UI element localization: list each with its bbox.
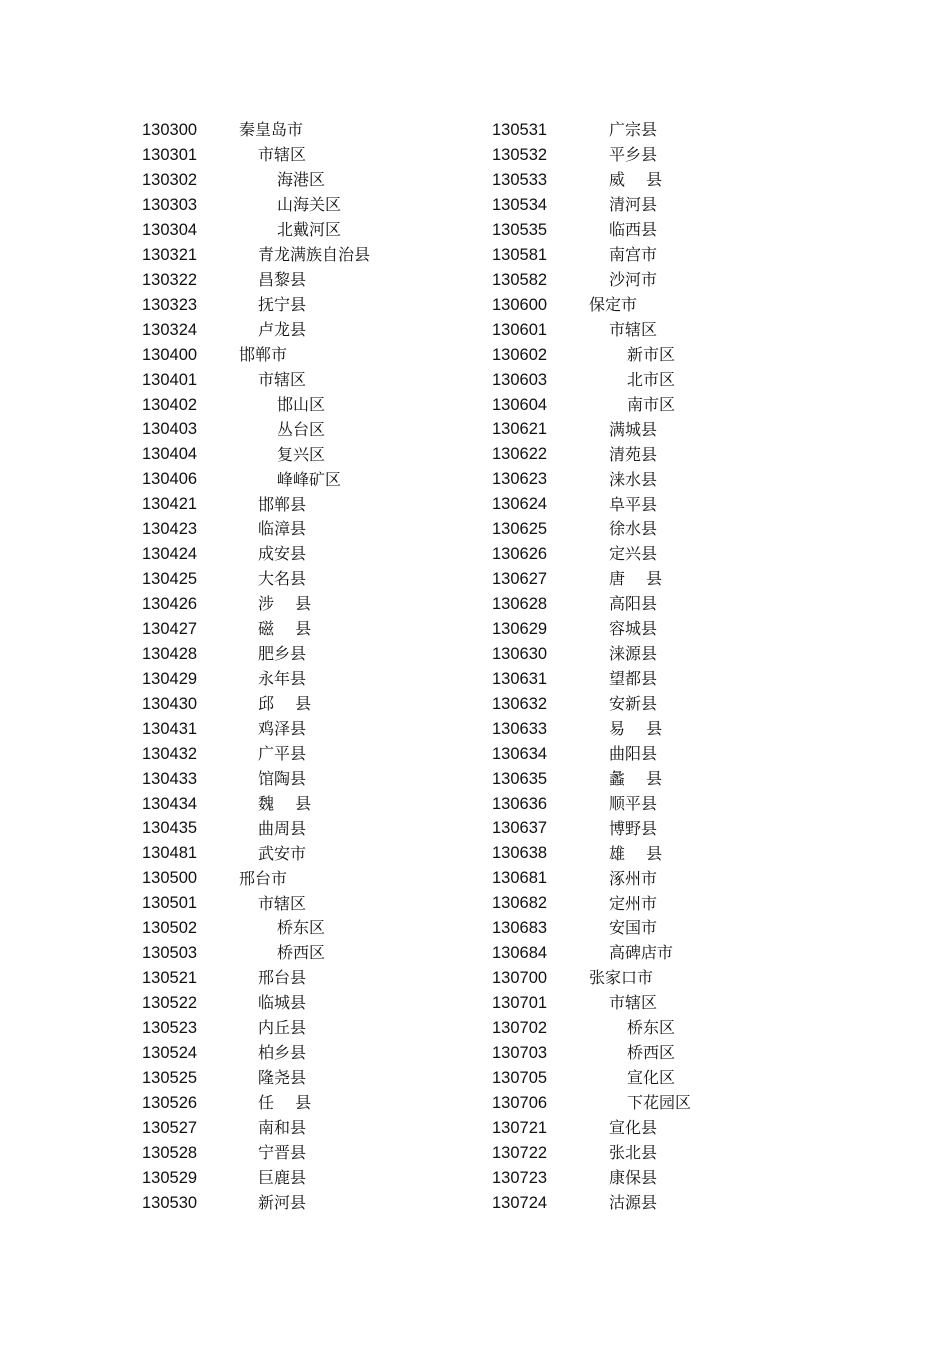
code-row — [492, 542, 812, 567]
region-code: 130636 — [492, 794, 548, 813]
code-row — [142, 991, 462, 1016]
region-name: 武安市 — [258, 843, 307, 863]
region-name: 磁 县 — [258, 619, 312, 639]
region-name: 满城县 — [609, 419, 658, 439]
region-name: 青龙满族自治县 — [258, 245, 371, 265]
region-name: 隆尧县 — [258, 1068, 307, 1088]
code-row — [492, 642, 812, 667]
code-row — [492, 193, 812, 218]
region-name: 宣化区 — [627, 1068, 676, 1088]
code-row — [492, 517, 812, 542]
region-code: 130323 — [142, 295, 198, 314]
region-code: 130700 — [492, 969, 548, 988]
region-name: 高阳县 — [609, 594, 658, 614]
code-row — [142, 567, 462, 592]
region-code: 130637 — [492, 819, 548, 838]
region-code: 130426 — [142, 595, 198, 614]
region-name: 安国市 — [609, 918, 658, 938]
code-row — [142, 766, 462, 791]
code-row — [142, 1116, 462, 1141]
code-row — [142, 692, 462, 717]
region-code: 130604 — [492, 395, 548, 414]
region-code: 130532 — [492, 146, 548, 165]
region-name: 秦皇岛市 — [239, 120, 304, 140]
code-row — [492, 692, 812, 717]
region-name: 安新县 — [609, 694, 658, 714]
region-name: 唐 县 — [609, 569, 663, 589]
region-name: 魏 县 — [258, 793, 312, 813]
code-row — [142, 517, 462, 542]
region-name: 海港区 — [277, 170, 326, 190]
region-name: 顺平县 — [609, 793, 658, 813]
region-code: 130400 — [142, 345, 198, 364]
region-code: 130624 — [492, 495, 548, 514]
region-name: 高碑店市 — [609, 943, 674, 963]
region-code: 130634 — [492, 744, 548, 763]
code-row — [142, 143, 462, 168]
region-code: 130503 — [142, 944, 198, 963]
region-code: 130533 — [492, 171, 548, 190]
code-row — [492, 567, 812, 592]
region-code: 130321 — [142, 245, 198, 264]
code-row — [142, 293, 462, 318]
region-code: 130628 — [492, 595, 548, 614]
region-code: 130603 — [492, 370, 548, 389]
code-row — [492, 143, 812, 168]
region-code: 130424 — [142, 545, 198, 564]
region-name: 宣化县 — [609, 1117, 658, 1137]
region-code: 130525 — [142, 1068, 198, 1087]
region-name: 下花园区 — [627, 1093, 692, 1113]
code-row — [492, 243, 812, 268]
code-row — [492, 766, 812, 791]
region-code: 130421 — [142, 495, 198, 514]
region-name: 内丘县 — [258, 1018, 307, 1038]
region-name: 涉 县 — [258, 594, 312, 614]
region-name: 昌黎县 — [258, 270, 307, 290]
code-row — [142, 492, 462, 517]
code-row — [142, 342, 462, 367]
region-name: 徐水县 — [609, 519, 658, 539]
region-name: 张家口市 — [589, 968, 654, 988]
region-name: 邱 县 — [258, 694, 312, 714]
region-code: 130324 — [142, 320, 198, 339]
region-name: 市辖区 — [258, 145, 307, 165]
code-row — [142, 816, 462, 841]
region-code: 130502 — [142, 919, 198, 938]
region-code: 130531 — [492, 121, 548, 140]
code-row — [492, 1041, 812, 1066]
code-row — [492, 268, 812, 293]
region-code: 130627 — [492, 570, 548, 589]
code-row — [142, 841, 462, 866]
region-code: 130529 — [142, 1168, 198, 1187]
code-row — [142, 118, 462, 143]
region-name: 临漳县 — [258, 519, 307, 539]
region-name: 巨鹿县 — [258, 1167, 307, 1187]
code-row — [492, 966, 812, 991]
region-code: 130623 — [492, 470, 548, 489]
code-row — [142, 916, 462, 941]
code-row — [492, 1116, 812, 1141]
region-name: 南宫市 — [609, 245, 658, 265]
code-row — [492, 293, 812, 318]
region-name: 蠡 县 — [609, 768, 663, 788]
region-name: 博野县 — [609, 818, 658, 838]
code-row — [492, 941, 812, 966]
code-row — [142, 1016, 462, 1041]
code-row — [492, 1066, 812, 1091]
region-code: 130622 — [492, 445, 548, 464]
region-name: 桥东区 — [277, 918, 326, 938]
region-name: 广平县 — [258, 743, 307, 763]
region-code: 130702 — [492, 1018, 548, 1037]
region-code: 130423 — [142, 520, 198, 539]
code-row — [142, 243, 462, 268]
region-code: 130427 — [142, 619, 198, 638]
code-row — [492, 741, 812, 766]
region-name: 馆陶县 — [258, 768, 307, 788]
code-row — [492, 991, 812, 1016]
code-row — [492, 318, 812, 343]
code-row — [142, 592, 462, 617]
region-code: 130601 — [492, 320, 548, 339]
region-name: 宁晋县 — [258, 1142, 307, 1162]
region-name: 康保县 — [609, 1167, 658, 1187]
code-row — [142, 667, 462, 692]
code-row — [492, 592, 812, 617]
code-row — [142, 741, 462, 766]
region-name: 峰峰矿区 — [277, 469, 342, 489]
code-row — [142, 891, 462, 916]
region-code: 130630 — [492, 644, 548, 663]
region-name: 临西县 — [609, 220, 658, 240]
region-code: 130535 — [492, 220, 548, 239]
code-row — [492, 1016, 812, 1041]
code-row — [492, 1140, 812, 1165]
region-name: 沙河市 — [609, 270, 658, 290]
code-row — [142, 866, 462, 891]
right-code-column — [492, 118, 812, 1215]
region-name: 成安县 — [258, 544, 307, 564]
region-name: 永年县 — [258, 669, 307, 689]
code-row — [142, 467, 462, 492]
code-row — [142, 642, 462, 667]
region-code: 130404 — [142, 445, 198, 464]
region-code: 130523 — [142, 1018, 198, 1037]
code-row — [492, 866, 812, 891]
region-name: 曲阳县 — [609, 743, 658, 763]
code-row — [142, 392, 462, 417]
region-code: 130303 — [142, 196, 198, 215]
region-code: 130530 — [142, 1193, 198, 1212]
region-code: 130302 — [142, 171, 198, 190]
region-code: 130501 — [142, 894, 198, 913]
code-row — [492, 841, 812, 866]
region-code: 130528 — [142, 1143, 198, 1162]
region-code: 130684 — [492, 944, 548, 963]
region-code: 130522 — [142, 994, 198, 1013]
region-code: 130300 — [142, 121, 198, 140]
region-code: 130430 — [142, 694, 198, 713]
code-row — [492, 417, 812, 442]
code-row — [142, 617, 462, 642]
region-name: 南市区 — [627, 394, 676, 414]
region-name: 南和县 — [258, 1117, 307, 1137]
code-row — [142, 1140, 462, 1165]
region-name: 张北县 — [609, 1142, 658, 1162]
region-code: 130705 — [492, 1068, 548, 1087]
code-row — [142, 1091, 462, 1116]
region-code: 130301 — [142, 146, 198, 165]
region-code: 130425 — [142, 570, 198, 589]
region-code: 130526 — [142, 1093, 198, 1112]
code-row — [492, 916, 812, 941]
code-row — [492, 667, 812, 692]
region-name: 任 县 — [258, 1093, 312, 1113]
code-row — [492, 1165, 812, 1190]
region-name: 容城县 — [609, 619, 658, 639]
region-code: 130428 — [142, 644, 198, 663]
region-name: 涞源县 — [609, 644, 658, 664]
region-code: 130304 — [142, 220, 198, 239]
code-row — [142, 1165, 462, 1190]
region-code: 130632 — [492, 694, 548, 713]
region-name: 涞水县 — [609, 469, 658, 489]
region-code: 130722 — [492, 1143, 548, 1162]
region-code: 130635 — [492, 769, 548, 788]
region-name: 新河县 — [258, 1192, 307, 1212]
region-code: 130431 — [142, 719, 198, 738]
region-name: 邢台县 — [258, 968, 307, 988]
code-row — [492, 442, 812, 467]
region-name: 涿州市 — [609, 868, 658, 888]
region-code: 130435 — [142, 819, 198, 838]
code-row — [142, 966, 462, 991]
code-row — [142, 168, 462, 193]
region-name: 市辖区 — [258, 893, 307, 913]
region-name: 阜平县 — [609, 494, 658, 514]
code-row — [492, 467, 812, 492]
code-row — [492, 1190, 812, 1215]
region-name: 复兴区 — [277, 444, 326, 464]
region-name: 清苑县 — [609, 444, 658, 464]
region-code: 130681 — [492, 869, 548, 888]
region-code: 130581 — [492, 245, 548, 264]
region-name: 北市区 — [627, 369, 676, 389]
region-name: 清河县 — [609, 195, 658, 215]
region-code: 130322 — [142, 270, 198, 289]
region-name: 山海关区 — [277, 195, 342, 215]
region-code: 130625 — [492, 520, 548, 539]
region-code: 130703 — [492, 1043, 548, 1062]
region-name: 保定市 — [589, 295, 638, 315]
region-code: 130432 — [142, 744, 198, 763]
region-name: 曲周县 — [258, 818, 307, 838]
region-name: 市辖区 — [609, 319, 658, 339]
region-code: 130724 — [492, 1193, 548, 1212]
region-name: 抚宁县 — [258, 295, 307, 315]
region-name: 柏乡县 — [258, 1043, 307, 1063]
code-row — [492, 492, 812, 517]
region-code: 130403 — [142, 420, 198, 439]
code-row — [142, 442, 462, 467]
code-row — [492, 1091, 812, 1116]
region-name: 定兴县 — [609, 544, 658, 564]
code-row — [142, 268, 462, 293]
region-name: 肥乡县 — [258, 644, 307, 664]
region-code: 130406 — [142, 470, 198, 489]
code-row — [492, 118, 812, 143]
region-code: 130521 — [142, 969, 198, 988]
region-code: 130638 — [492, 844, 548, 863]
code-row — [142, 1066, 462, 1091]
region-code: 130534 — [492, 196, 548, 215]
region-code: 130433 — [142, 769, 198, 788]
region-name: 市辖区 — [258, 369, 307, 389]
code-row — [142, 1190, 462, 1215]
region-code: 130683 — [492, 919, 548, 938]
code-row — [492, 168, 812, 193]
region-code: 130721 — [492, 1118, 548, 1137]
region-code: 130629 — [492, 619, 548, 638]
code-row — [142, 193, 462, 218]
region-code: 130723 — [492, 1168, 548, 1187]
region-code: 130434 — [142, 794, 198, 813]
region-name: 邯郸县 — [258, 494, 307, 514]
region-code: 130602 — [492, 345, 548, 364]
region-code: 130682 — [492, 894, 548, 913]
region-code: 130600 — [492, 295, 548, 314]
code-row — [492, 891, 812, 916]
code-row — [142, 417, 462, 442]
region-name: 邯郸市 — [239, 344, 288, 364]
region-name: 威 县 — [609, 170, 663, 190]
region-name: 卢龙县 — [258, 319, 307, 339]
region-name: 平乡县 — [609, 145, 658, 165]
code-row — [492, 342, 812, 367]
region-name: 望都县 — [609, 669, 658, 689]
region-name: 丛台区 — [277, 419, 326, 439]
code-row — [142, 367, 462, 392]
region-name: 雄 县 — [609, 843, 663, 863]
region-name: 沽源县 — [609, 1192, 658, 1212]
region-code: 130500 — [142, 869, 198, 888]
code-row — [492, 392, 812, 417]
region-code: 130621 — [492, 420, 548, 439]
region-code: 130626 — [492, 545, 548, 564]
region-code: 130633 — [492, 719, 548, 738]
region-name: 邯山区 — [277, 394, 326, 414]
code-row — [492, 218, 812, 243]
region-code: 130527 — [142, 1118, 198, 1137]
code-row — [492, 717, 812, 742]
region-code: 130631 — [492, 669, 548, 688]
code-row — [492, 791, 812, 816]
code-row — [142, 542, 462, 567]
region-name: 桥西区 — [277, 943, 326, 963]
region-name: 市辖区 — [609, 993, 658, 1013]
left-code-column — [142, 118, 462, 1215]
region-name: 定州市 — [609, 893, 658, 913]
region-code: 130706 — [492, 1093, 548, 1112]
region-code: 130582 — [492, 270, 548, 289]
code-row — [142, 318, 462, 343]
code-row — [142, 941, 462, 966]
code-row — [142, 1041, 462, 1066]
region-name: 北戴河区 — [277, 220, 342, 240]
region-name: 桥东区 — [627, 1018, 676, 1038]
region-code: 130402 — [142, 395, 198, 414]
region-name: 鸡泽县 — [258, 718, 307, 738]
region-code: 130401 — [142, 370, 198, 389]
code-row — [142, 218, 462, 243]
region-name: 桥西区 — [627, 1043, 676, 1063]
region-code: 130481 — [142, 844, 198, 863]
code-row — [142, 791, 462, 816]
region-name: 广宗县 — [609, 120, 658, 140]
region-name: 临城县 — [258, 993, 307, 1013]
code-row — [492, 617, 812, 642]
region-name: 新市区 — [627, 344, 676, 364]
region-name: 大名县 — [258, 569, 307, 589]
code-row — [492, 816, 812, 841]
region-code: 130701 — [492, 994, 548, 1013]
code-row — [142, 717, 462, 742]
code-row — [492, 367, 812, 392]
region-name: 邢台市 — [239, 868, 288, 888]
region-name: 易 县 — [609, 718, 663, 738]
region-code: 130429 — [142, 669, 198, 688]
region-code: 130524 — [142, 1043, 198, 1062]
